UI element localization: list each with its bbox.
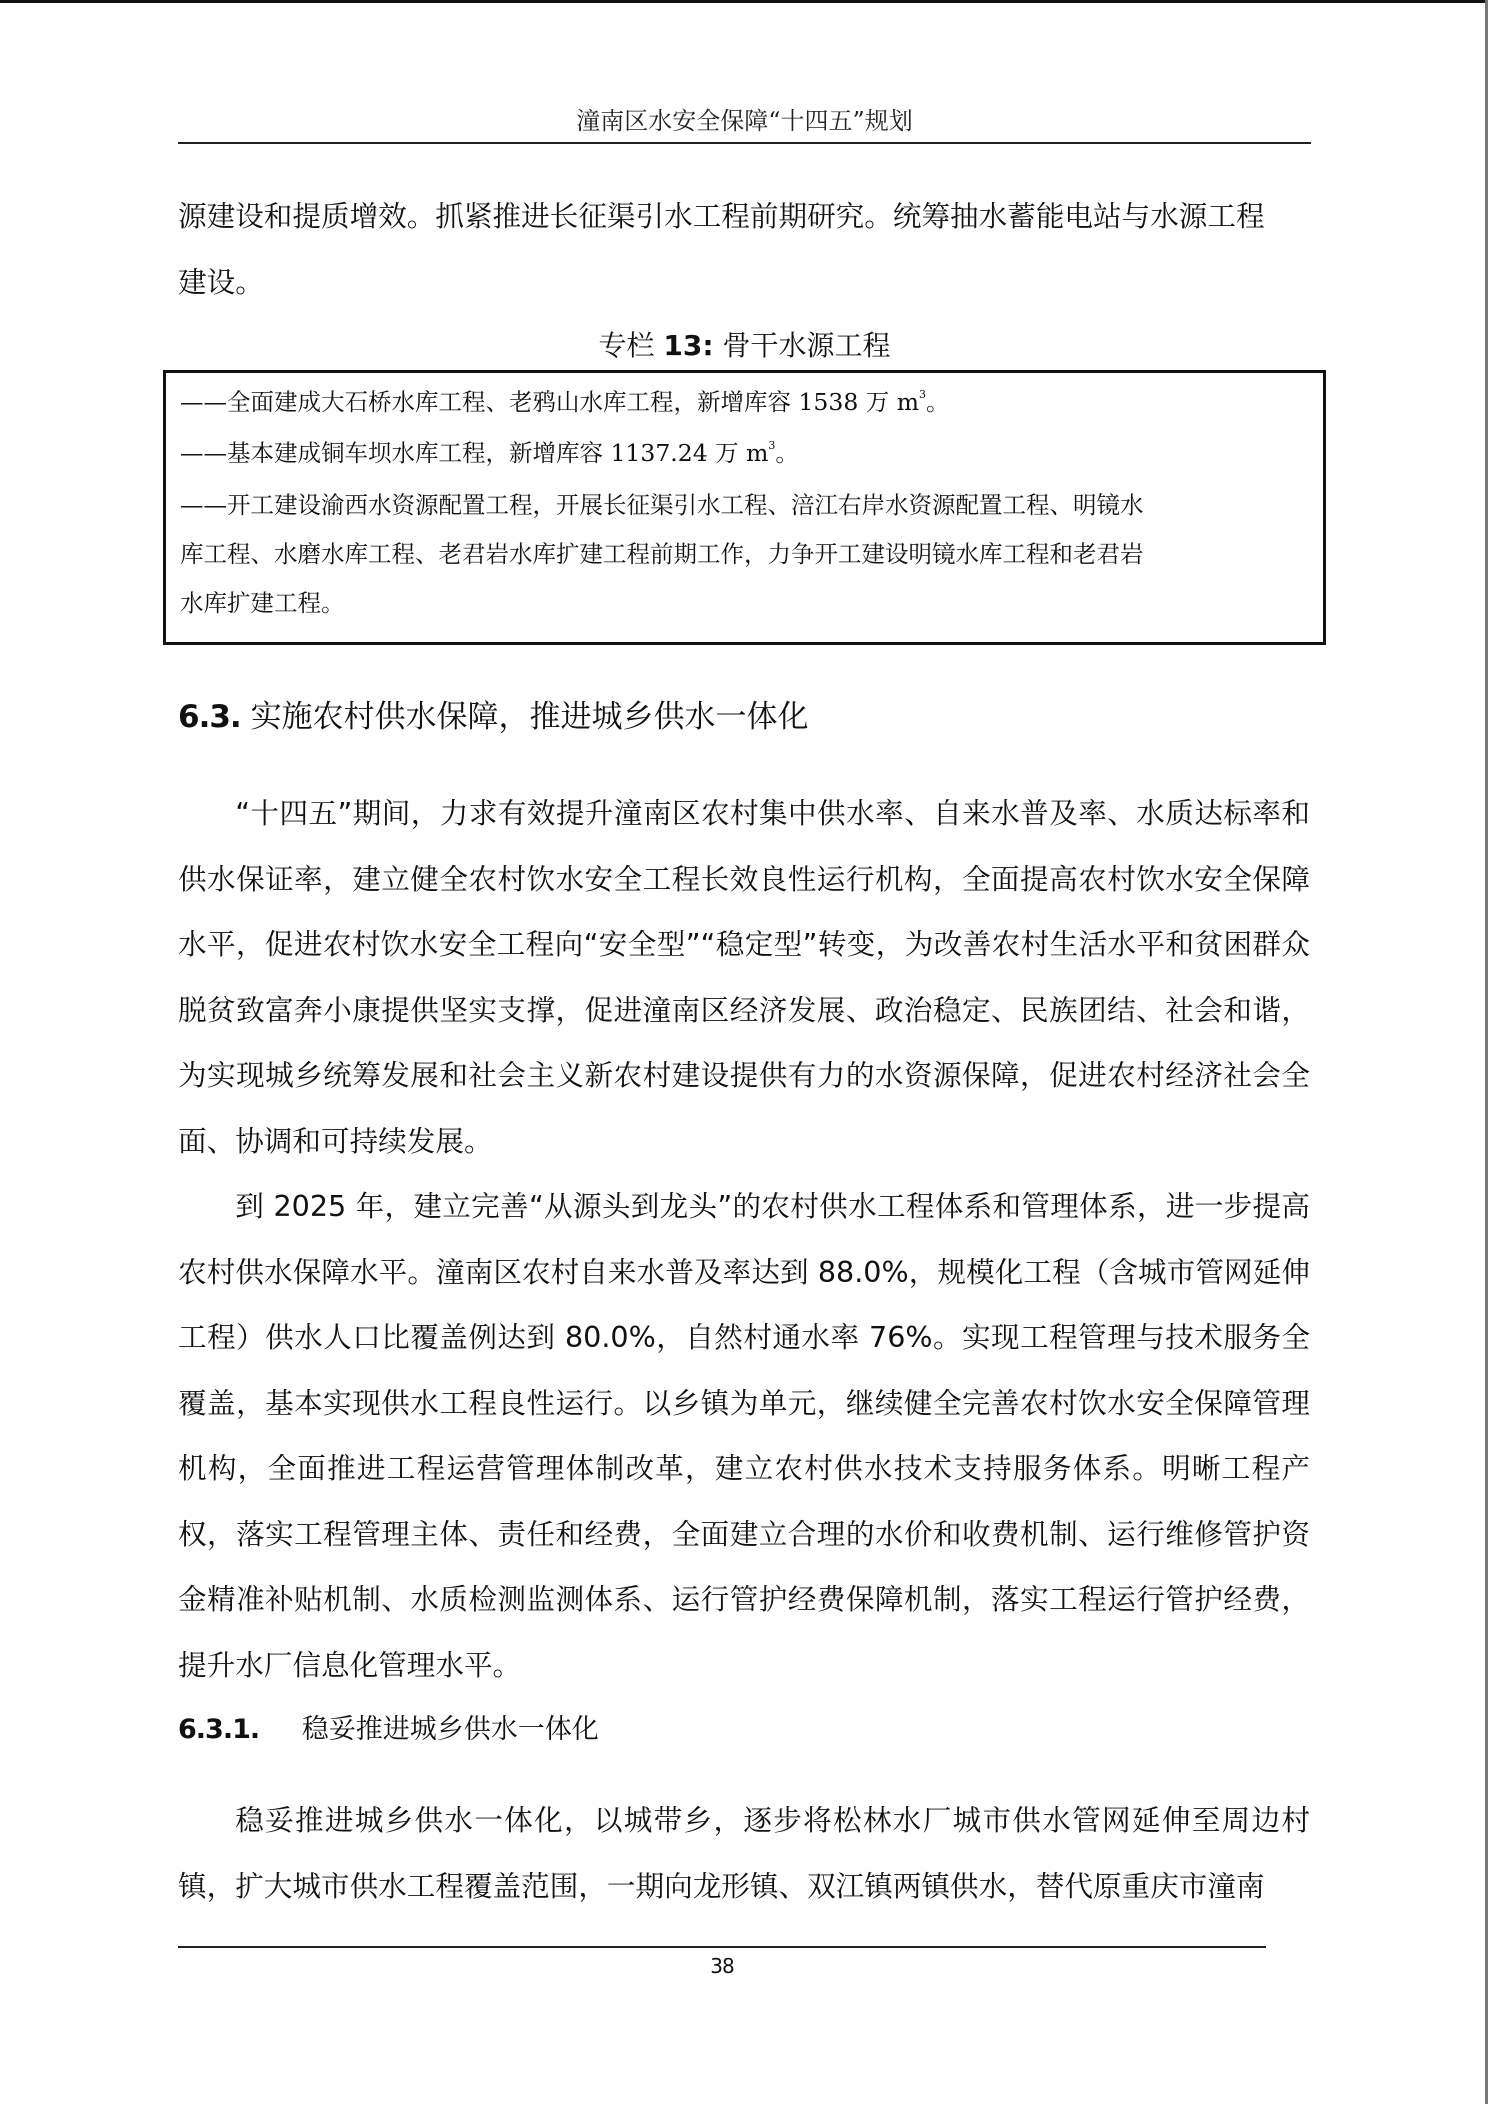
header-rule	[178, 142, 1311, 144]
column-box-title-number: 13:	[663, 329, 714, 362]
column-box-item: ——开工建设渝西水资源配置工程，开展长征渠引水工程、涪江右岸水资源配置工程、明镜水	[180, 491, 1144, 519]
section-title: 实施农村供水保障，推进城乡供水一体化	[250, 699, 809, 735]
section-number: 6.3.	[178, 699, 241, 735]
column-box-item: ——基本建成铜车坝水库工程，新增库容 1137.24 万 $m^3$。	[180, 439, 799, 467]
intro-paragraph	[178, 184, 1310, 315]
column-box-title-text: 骨干水源工程	[722, 329, 891, 362]
page-top-border	[0, 0, 1488, 3]
section-paragraph-2: 到 2025 年，建立完善“从源头到龙头”的农村供水工程体系和管理体系，进一步提高农村供水保障水平。潼南区农村自来水普及率达到 88.0%，规模化工程（含城市管网延伸工程）供水人口比覆盖例达到 80.0%，自然村通水率 76%。实现工程管理与技术服务全覆盖，基本实现供水工程良性运行。以乡镇为单元，继续健全完善农村饮水安全保障管理机构，全面推进工程运营管理体制改革，建立农村供水技术支持服务体系。明晰工程产权，落实工程管理主体、责任和经费，全面建立合理的水价和收费机制、运行维修管护资金精准补贴机制、水质检测监测体系、运行管护经费保障机制，落实工程运行管护经费，提升水厂信息化管理水平。	[178, 1189, 1310, 1682]
subsection-number: 6.3.1.	[178, 1714, 260, 1745]
subsection-heading	[178, 1710, 599, 1750]
running-header: 潼南区水安全保障“十四五”规划	[576, 107, 913, 135]
column-box-item: 库工程、水磨水库工程、老君岩水库扩建工程前期工作，力争开工建设明镜水库工程和老君岩	[180, 540, 1144, 568]
column-box-title-prefix: 专栏	[598, 329, 655, 362]
column-box-item: ——全面建成大石桥水库工程、老鸦山水库工程，新增库容 1538 万 $m^3$。	[180, 388, 950, 416]
intro-line-2: 建设。	[178, 264, 264, 299]
subsection-title: 稳妥推进城乡供水一体化	[301, 1714, 599, 1745]
column-box-item: 水库扩建工程。	[180, 589, 345, 617]
footer-rule	[178, 1946, 1266, 1948]
page-number: 38	[710, 1954, 734, 1978]
superscript: 3	[919, 388, 926, 401]
section-heading	[178, 694, 809, 740]
column-box-title	[163, 326, 1326, 366]
section-paragraph-1: “十四五”期间，力求有效提升潼南区农村集中供水率、自来水普及率、水质达标率和供水保证率，建立健全农村饮水安全工程长效良性运行机构，全面提高农村饮水安全保障水平，促进农村饮水安全工程向“安全型”“稳定型”转变，为改善农村生活水平和贫困群众脱贫致富奔小康提供坚实支撑，促进潼南区经济发展、政治稳定、民族团结、社会和谐，为实现城乡统筹发展和社会主义新农村建设提供有力的水资源保障，促进农村经济社会全面、协调和可持续发展。	[178, 796, 1310, 1158]
subsection-paragraph-1: 稳妥推进城乡供水一体化，以城带乡，逐步将松林水厂城市供水管网延伸至周边村镇，扩大城市供水工程覆盖范围，一期向龙形镇、双江镇两镇供水，替代原重庆市潼南	[178, 1803, 1310, 1903]
superscript: 3	[768, 439, 776, 452]
intro-line-1: 源建设和提质增效。抓紧推进长征渠引水工程前期研究。统筹抽水蓄能电站与水源工程	[178, 199, 1265, 233]
